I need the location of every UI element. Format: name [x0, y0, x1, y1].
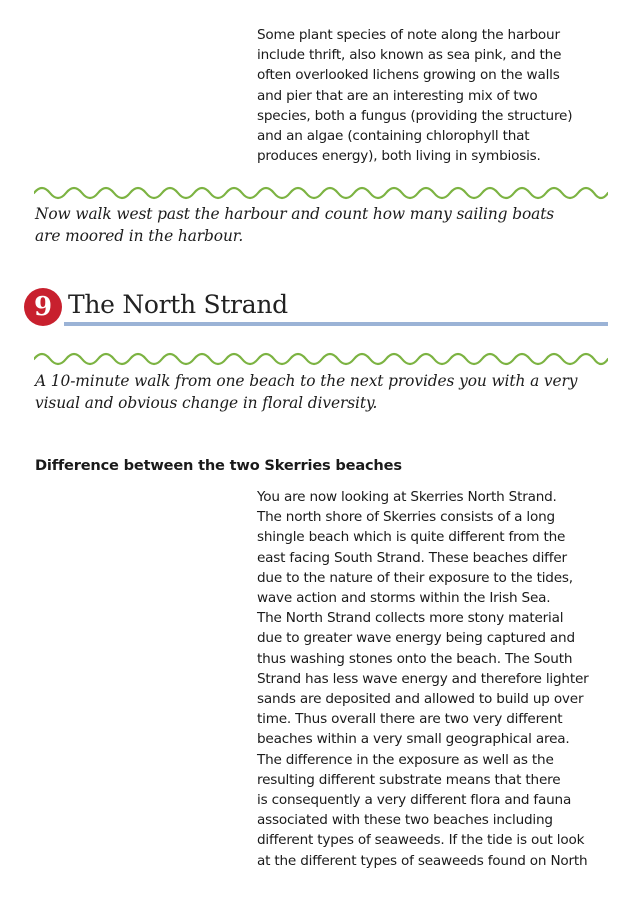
- text-line: The North Strand collects more stony material: [257, 610, 564, 627]
- text-line: include thrift, also known as sea pink, and the: [257, 47, 562, 64]
- text-line: beaches within a very small geographical area.: [257, 731, 570, 748]
- text-line: different types of seaweeds. If the tide is out look: [257, 832, 585, 849]
- intro-paragraph: [257, 25, 617, 166]
- text-line: and an algae (containing chlorophyll that: [257, 128, 530, 145]
- text-line: shingle beach which is quite different from the: [257, 529, 566, 546]
- text-line: time. Thus overall there are two very different: [257, 711, 563, 728]
- text-line: You are now looking at Skerries North Strand.: [257, 489, 557, 505]
- text-line: The difference in the exposure as well as the: [257, 751, 554, 768]
- text-line: is consequently a very different flora and fauna: [257, 792, 572, 809]
- body-paragraph: [257, 487, 617, 871]
- text-line: The north shore of Skerries consists of a long: [257, 509, 555, 526]
- section-title: The North Strand: [68, 290, 288, 319]
- text-line: resulting different substrate means that there: [257, 771, 561, 788]
- text-line: Some plant species of note along the harbour: [257, 27, 560, 43]
- title-underline: [64, 322, 608, 326]
- text-line: often overlooked lichens growing on the walls: [257, 67, 560, 84]
- text-line: wave action and storms within the Irish Sea.: [257, 590, 551, 607]
- section-number-badge: 9: [24, 288, 62, 326]
- text-line: associated with these two beaches including: [257, 812, 553, 829]
- walk-instruction: [35, 203, 615, 247]
- text-line: at the different types of seaweeds found on North: [257, 852, 588, 869]
- text-line: sands are deposited and allowed to build up over: [257, 691, 584, 708]
- text-line: Now walk west past the harbour and count how many sailing boats: [35, 205, 555, 223]
- text-line: due to the nature of their exposure to the tides,: [257, 569, 573, 586]
- text-line: Strand has less wave energy and therefore lighter: [257, 670, 589, 687]
- section-intro: [35, 370, 615, 414]
- text-line: A 10-minute walk from one beach to the next provides you with a very: [35, 372, 578, 390]
- text-line: due to greater wave energy being captured and: [257, 630, 575, 647]
- text-line: visual and obvious change in floral diversity.: [35, 394, 378, 412]
- wave-divider: [34, 352, 608, 366]
- text-line: east facing South Strand. These beaches differ: [257, 549, 567, 566]
- text-line: are moored in the harbour.: [35, 227, 244, 245]
- wave-divider: [34, 186, 608, 200]
- text-line: produces energy), both living in symbiosis.: [257, 148, 541, 165]
- subheading: Difference between the two Skerries beaches: [35, 457, 402, 474]
- text-line: species, both a fungus (providing the structure): [257, 107, 573, 124]
- text-line: thus washing stones onto the beach. The South: [257, 650, 573, 667]
- text-line: and pier that are an interesting mix of two: [257, 87, 538, 104]
